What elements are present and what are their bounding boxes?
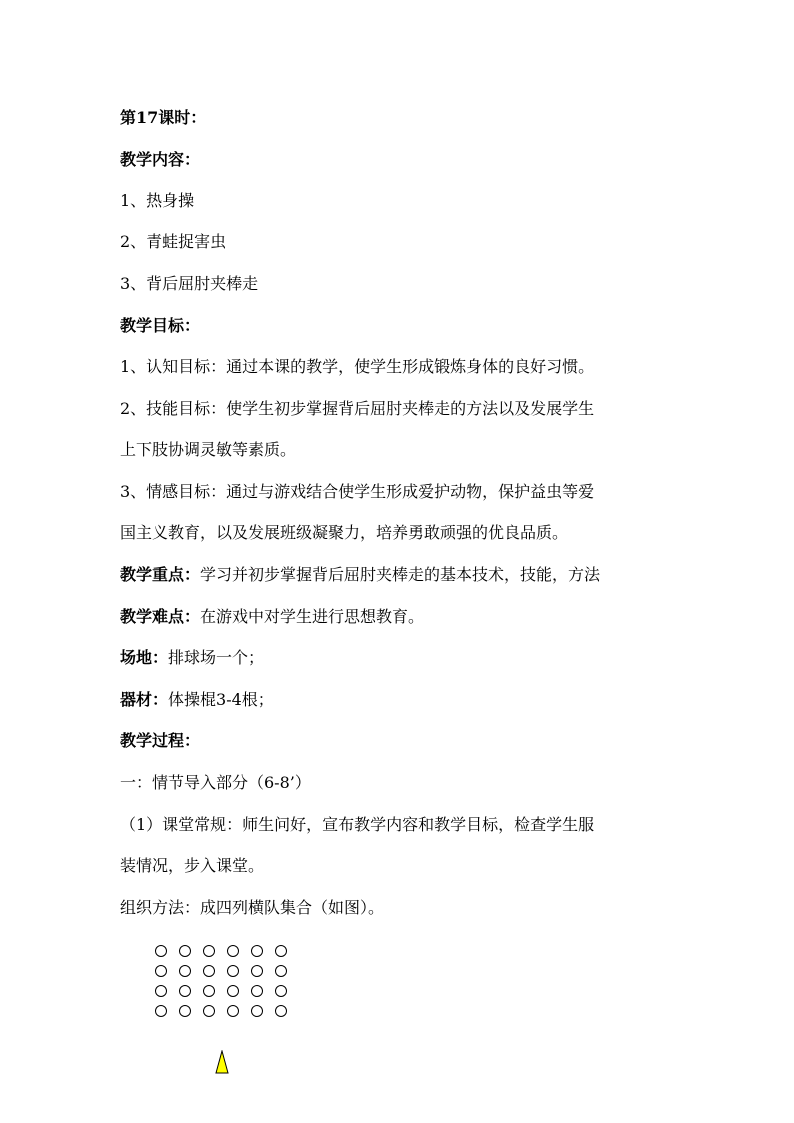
- student-circle-icon: [179, 985, 191, 997]
- section-intro-title: 一：情节导入部分（6-8’）: [120, 773, 311, 792]
- student-circle-icon: [179, 945, 191, 957]
- lesson-title: 第17课时：: [120, 108, 207, 127]
- student-circle-icon: [179, 1005, 191, 1017]
- equipment-text: 体操棍3-4根；: [168, 690, 274, 709]
- student-circle-icon: [275, 965, 287, 977]
- student-circle-icon: [275, 1005, 287, 1017]
- student-circle-icon: [227, 945, 239, 957]
- student-circle-icon: [227, 965, 239, 977]
- student-circle-icon: [251, 965, 263, 977]
- student-circle-icon: [275, 985, 287, 997]
- process-heading: 教学过程：: [120, 731, 201, 750]
- student-circle-icon: [251, 1005, 263, 1017]
- objective-emotion-line2: 国主义教育，以及发展班级凝聚力，培养勇敢顽强的优良品质。: [120, 523, 569, 542]
- key-point-text: 学习并初步掌握背后屈肘夹棒走的基本技术，技能，方法: [200, 565, 601, 584]
- venue-label: 场地：: [120, 648, 169, 667]
- student-circle-icon: [179, 965, 191, 977]
- student-circle-icon: [203, 985, 215, 997]
- objective-emotion-line1: 3、情感目标：通过与游戏结合使学生形成爱护动物，保护益虫等爱: [120, 482, 595, 501]
- difficulty-line: [120, 607, 424, 627]
- student-circle-icon: [155, 965, 167, 977]
- equipment-line: [120, 690, 274, 710]
- routine-line2: 装情况，步入课堂。: [120, 856, 265, 875]
- content-heading: 教学内容：: [120, 150, 201, 169]
- venue-text: 排球场一个；: [168, 648, 265, 667]
- student-circle-icon: [227, 1005, 239, 1017]
- student-grid: [155, 945, 289, 1019]
- difficulty-text: 在游戏中对学生进行思想教育。: [200, 607, 425, 626]
- student-circle-icon: [275, 945, 287, 957]
- difficulty-label: 教学难点：: [120, 607, 201, 626]
- student-circle-icon: [203, 945, 215, 957]
- student-circle-icon: [155, 1005, 167, 1017]
- student-circle-icon: [227, 985, 239, 997]
- key-point-label: 教学重点：: [120, 565, 201, 584]
- student-circle-icon: [155, 945, 167, 957]
- student-circle-icon: [203, 965, 215, 977]
- content-item: 3、背后屈肘夹棒走: [120, 274, 259, 293]
- student-circle-icon: [203, 1005, 215, 1017]
- formation-diagram: [150, 940, 310, 1080]
- routine-line1: （1）课堂常规：师生问好，宣布教学内容和教学目标，检查学生服: [120, 815, 595, 834]
- student-circle-icon: [251, 945, 263, 957]
- content-item: 2、青蛙捉害虫: [120, 232, 227, 251]
- organization-method: 组织方法：成四列横队集合（如图）。: [120, 898, 385, 917]
- content-item: 1、热身操: [120, 191, 195, 210]
- venue-line: [120, 648, 264, 668]
- equipment-label: 器材：: [120, 690, 169, 709]
- key-point-line: [120, 565, 600, 585]
- student-circle-icon: [251, 985, 263, 997]
- teacher-triangle-icon: [214, 1050, 230, 1074]
- objectives-heading: 教学目标：: [120, 316, 201, 335]
- student-circle-icon: [155, 985, 167, 997]
- objective-skill-line2: 上下肢协调灵敏等素质。: [120, 440, 297, 459]
- objective-cognitive: 1、认知目标：通过本课的教学，使学生形成锻炼身体的良好习惯。: [120, 357, 595, 376]
- objective-skill-line1: 2、技能目标：使学生初步掌握背后屈肘夹棒走的方法以及发展学生: [120, 399, 595, 418]
